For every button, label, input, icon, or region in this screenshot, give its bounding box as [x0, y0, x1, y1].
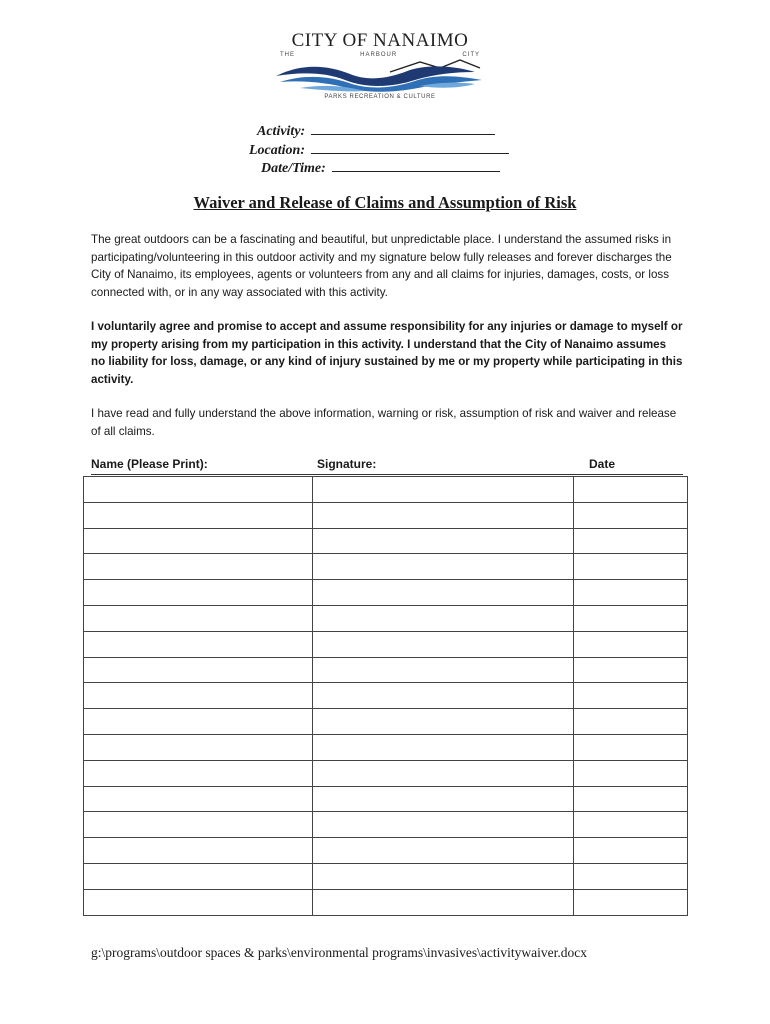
table-row	[84, 812, 688, 838]
signature-cell[interactable]	[313, 631, 574, 657]
page-title: Waiver and Release of Claims and Assumption of Risk	[193, 193, 577, 212]
column-header-name: Name (Please Print):	[91, 457, 208, 471]
date-cell[interactable]	[574, 554, 688, 580]
date-cell[interactable]	[574, 786, 688, 812]
table-row	[84, 760, 688, 786]
signature-cell[interactable]	[313, 528, 574, 554]
file-path-footer: g:\programs\outdoor spaces & parks\environmental programs\invasives\activitywaiver.docx	[91, 945, 588, 960]
column-header-signature: Signature:	[317, 457, 377, 471]
signature-table-body	[84, 477, 688, 916]
table-row	[84, 554, 688, 580]
location-label: Location:	[249, 143, 305, 158]
table-row	[84, 605, 688, 631]
date-cell[interactable]	[574, 631, 688, 657]
signature-cell[interactable]	[313, 580, 574, 606]
table-row	[84, 683, 688, 709]
date-cell[interactable]	[574, 812, 688, 838]
datetime-label: Date/Time:	[261, 161, 326, 176]
table-row	[84, 502, 688, 528]
name-cell[interactable]	[84, 889, 313, 915]
activity-label: Activity:	[257, 124, 306, 139]
name-cell[interactable]	[84, 760, 313, 786]
activity-input-line[interactable]	[311, 121, 495, 135]
column-header-date: Date	[589, 457, 616, 471]
name-cell[interactable]	[84, 605, 313, 631]
signature-cell[interactable]	[313, 683, 574, 709]
location-input-line[interactable]	[311, 140, 509, 154]
paragraph-risk-statement: The great outdoors can be a fascinating and beautiful, but unpredictable place. I understand the assumed risks in participating/volunteering in this outdoor activity and my signature below fully releases and forever discharges the City of Nanaimo, its employees, agents or volunteers from any and all claims for injuries, damages, costs, or loss connected with, or in any way associated with this activity.	[91, 233, 672, 299]
date-cell[interactable]	[574, 760, 688, 786]
name-cell[interactable]	[84, 812, 313, 838]
name-cell[interactable]	[84, 786, 313, 812]
name-cell[interactable]	[84, 709, 313, 735]
table-row	[84, 889, 688, 915]
datetime-field	[261, 158, 500, 178]
table-row	[84, 631, 688, 657]
table-row	[84, 528, 688, 554]
date-cell[interactable]	[574, 528, 688, 554]
signature-cell[interactable]	[313, 889, 574, 915]
city-logo	[270, 30, 490, 102]
name-cell[interactable]	[84, 631, 313, 657]
date-cell[interactable]	[574, 709, 688, 735]
table-row	[84, 709, 688, 735]
signature-cell[interactable]	[313, 760, 574, 786]
table-row	[84, 477, 688, 503]
signature-cell[interactable]	[313, 838, 574, 864]
signature-cell[interactable]	[313, 502, 574, 528]
logo-tagline-word: THE	[280, 52, 295, 58]
table-row	[84, 734, 688, 760]
date-cell[interactable]	[574, 838, 688, 864]
datetime-input-line[interactable]	[332, 158, 500, 172]
logo-tagline-word: CITY	[462, 52, 480, 58]
header-underline	[91, 474, 683, 475]
logo-waves-icon	[270, 58, 490, 94]
logo-title: CITY OF NANAIMO	[291, 30, 469, 51]
date-cell[interactable]	[574, 657, 688, 683]
location-field	[249, 140, 509, 160]
logo-tagline-word: HARBOUR	[360, 52, 398, 58]
signature-cell[interactable]	[313, 734, 574, 760]
table-row	[84, 863, 688, 889]
name-cell[interactable]	[84, 477, 313, 503]
paragraph-acknowledgement: I have read and fully understand the above information, warning or risk, assumption of risk and waiver and release of all claims.	[91, 407, 677, 438]
signature-cell[interactable]	[313, 812, 574, 838]
date-cell[interactable]	[574, 889, 688, 915]
name-cell[interactable]	[84, 502, 313, 528]
signature-cell[interactable]	[313, 657, 574, 683]
signature-cell[interactable]	[313, 709, 574, 735]
table-row	[84, 786, 688, 812]
date-cell[interactable]	[574, 477, 688, 503]
date-cell[interactable]	[574, 863, 688, 889]
name-cell[interactable]	[84, 554, 313, 580]
name-cell[interactable]	[84, 580, 313, 606]
name-cell[interactable]	[84, 863, 313, 889]
date-cell[interactable]	[574, 683, 688, 709]
name-cell[interactable]	[84, 657, 313, 683]
signature-cell[interactable]	[313, 863, 574, 889]
name-cell[interactable]	[84, 528, 313, 554]
activity-field	[257, 121, 495, 141]
table-row	[84, 838, 688, 864]
date-cell[interactable]	[574, 605, 688, 631]
logo-department: PARKS RECREATION & CULTURE	[324, 94, 436, 100]
table-row	[84, 580, 688, 606]
signature-cell[interactable]	[313, 605, 574, 631]
name-cell[interactable]	[84, 734, 313, 760]
name-cell[interactable]	[84, 683, 313, 709]
signature-table	[83, 476, 688, 916]
paragraph-responsibility: I voluntarily agree and promise to accept and assume responsibility for any injuries or damage to myself or my property arising from my participation in this activity. I understand that the City of Nanaimo assumes no liability for loss, damage, or any kind of injury sustained by me or my property while participating in this activity.	[91, 320, 683, 386]
date-cell[interactable]	[574, 580, 688, 606]
signature-cell[interactable]	[313, 786, 574, 812]
table-row	[84, 657, 688, 683]
signature-cell[interactable]	[313, 477, 574, 503]
name-cell[interactable]	[84, 838, 313, 864]
date-cell[interactable]	[574, 734, 688, 760]
signature-cell[interactable]	[313, 554, 574, 580]
date-cell[interactable]	[574, 502, 688, 528]
